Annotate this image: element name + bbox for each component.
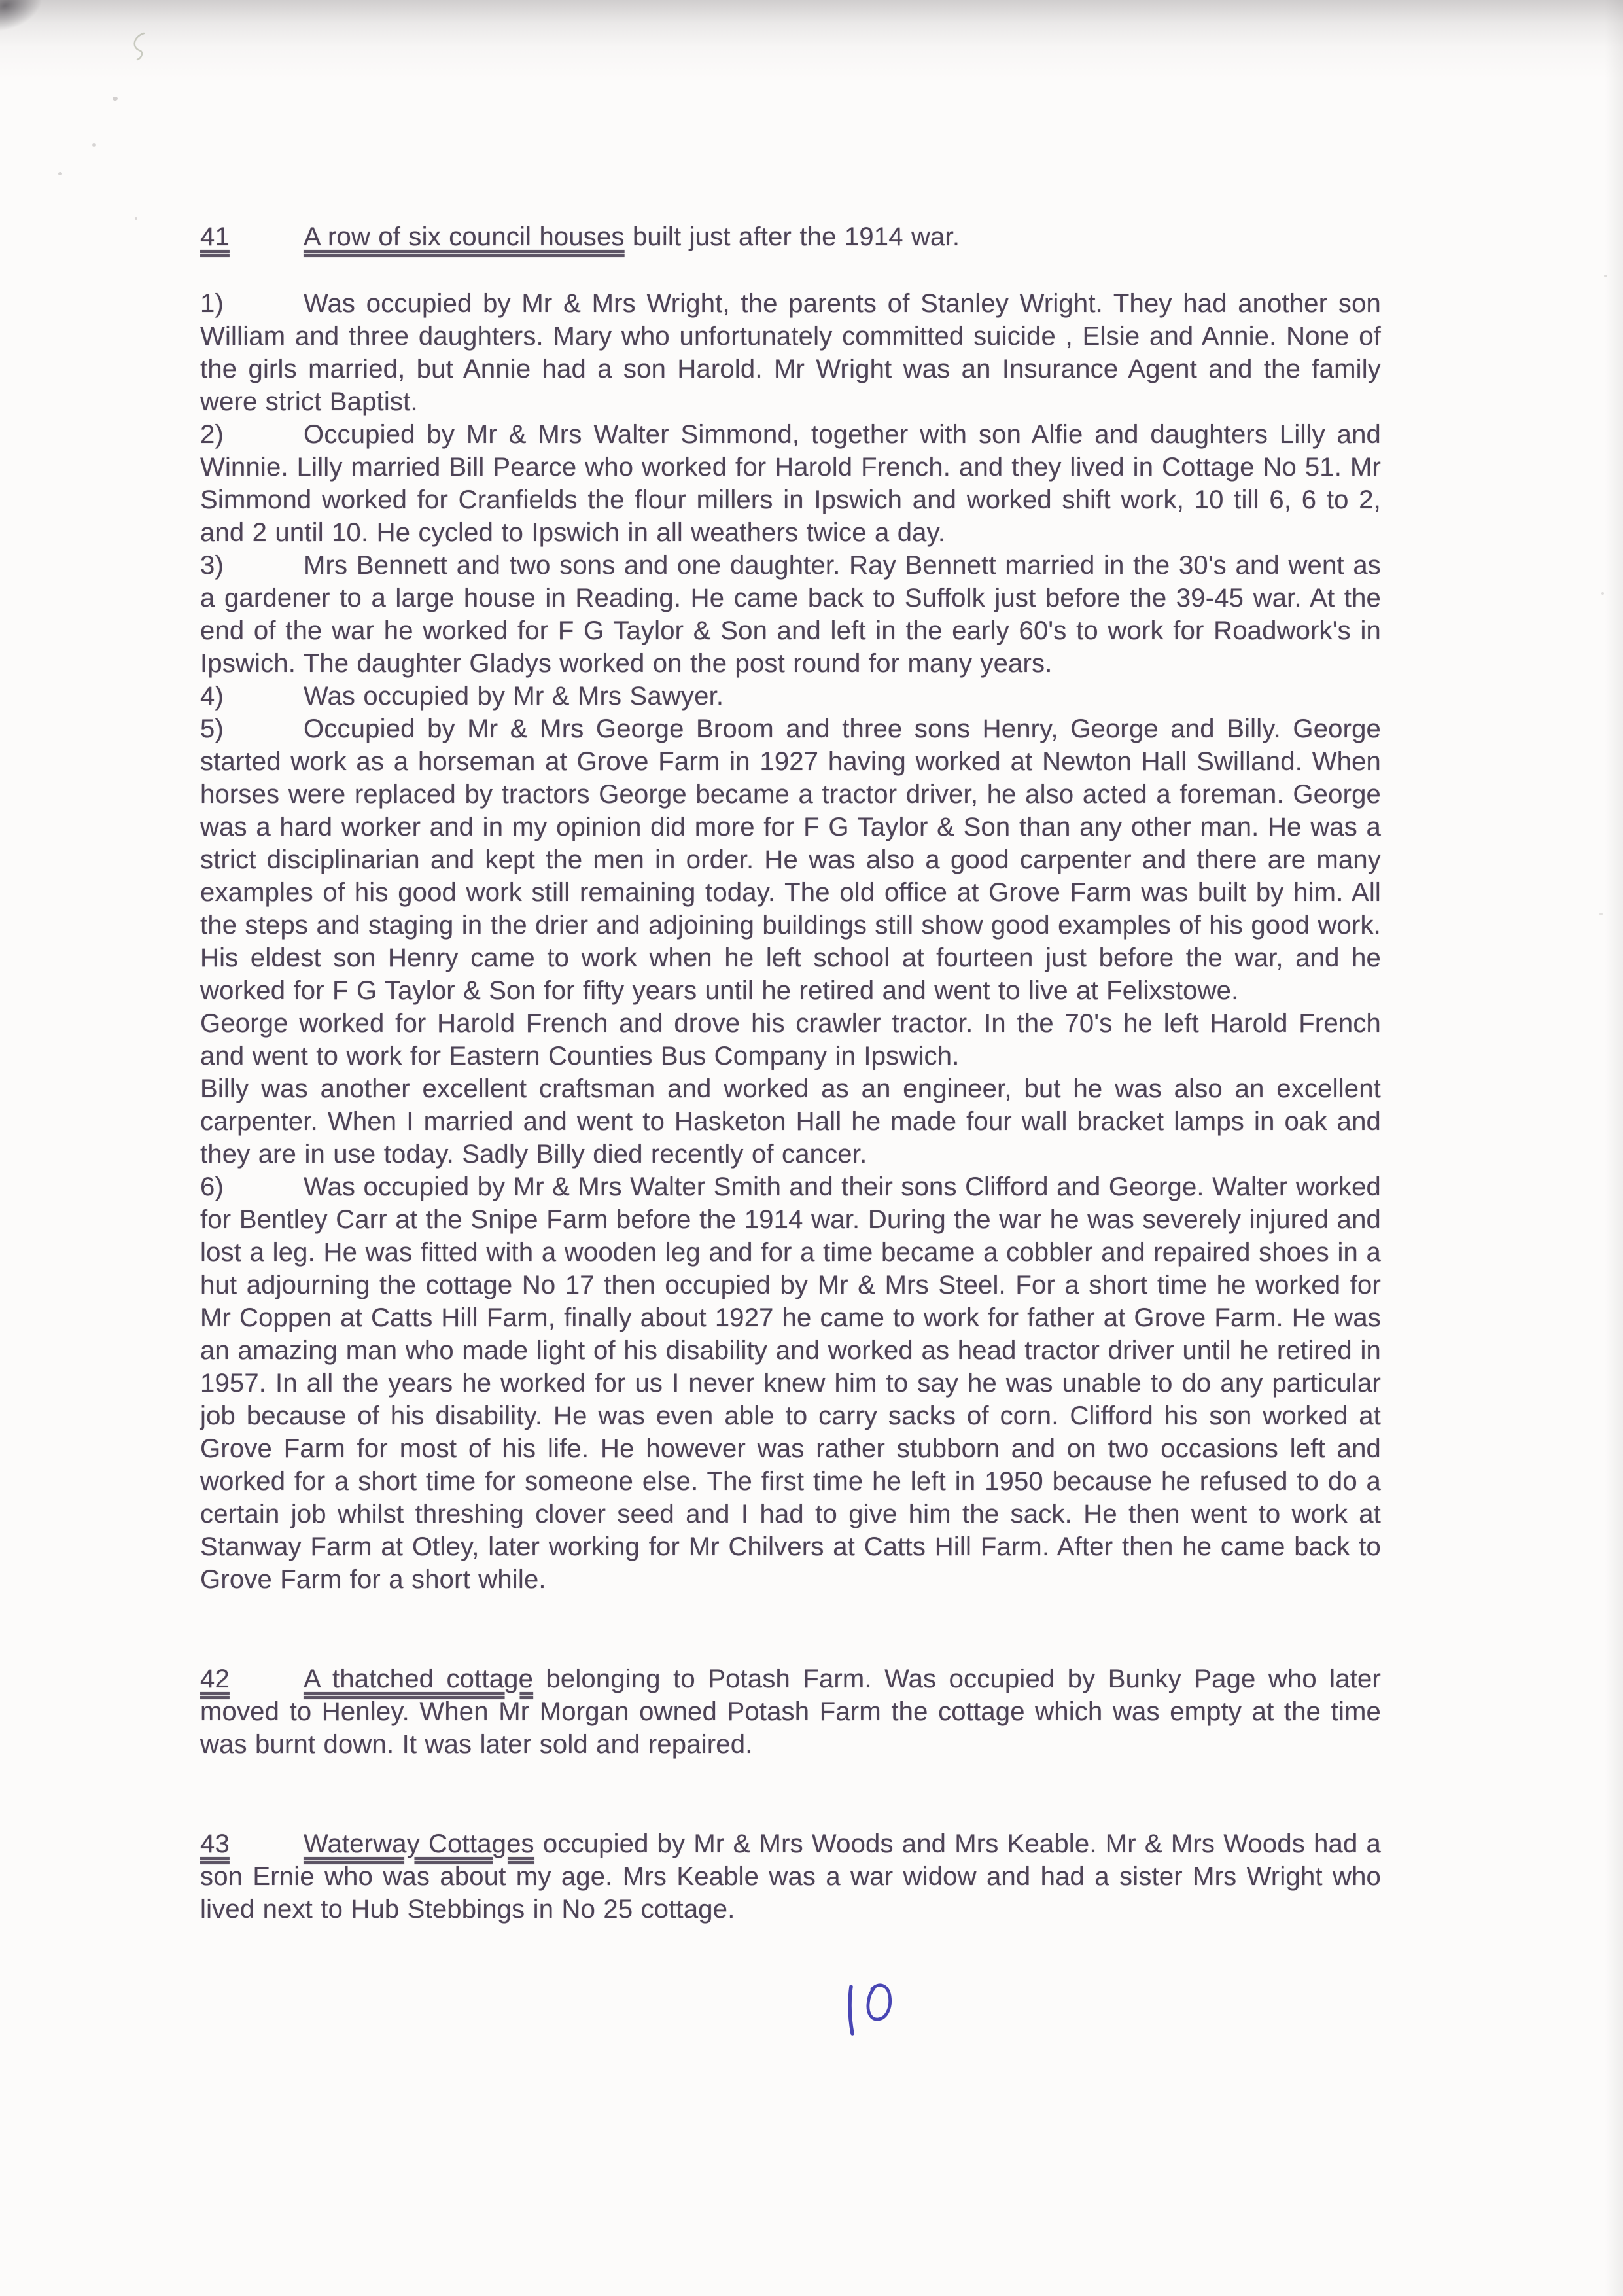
- paragraph-1-number: 1): [200, 289, 224, 318]
- paragraph-5-number: 5): [200, 715, 224, 743]
- continuation-paragraph-george: [200, 1007, 1381, 1072]
- paragraph-4-number-tab: [200, 680, 304, 713]
- paragraph-5: [200, 713, 1381, 1007]
- section-42-number: 42: [200, 1665, 230, 1693]
- paragraph-3-number-tab: [200, 549, 304, 582]
- paragraph-3: [200, 549, 1381, 680]
- section-43: [200, 1828, 1381, 1926]
- section-43-title: Waterway Cottages: [304, 1829, 534, 1858]
- paragraph-5-number-tab: [200, 713, 304, 745]
- section-43-text: occupied by Mr & Mrs Woods and Mrs Keable. Mr & Mrs Woods had a son Ernie who was about my age. Mrs Keable was a war widow and had a sister Mrs Wright who lived next to Hub Stebbings in No 25 cottage.: [200, 1829, 1381, 1924]
- paragraph-1-number-tab: [200, 287, 304, 320]
- paragraph-6: [200, 1171, 1381, 1596]
- paragraph-1: [200, 287, 1381, 418]
- section-41-heading: [200, 221, 1381, 253]
- section-43-number-tab: [200, 1828, 304, 1860]
- paragraph-6-number: 6): [200, 1173, 224, 1201]
- section-41-number: 41: [200, 222, 230, 251]
- paragraph-2-text: Occupied by Mr & Mrs Walter Simmond, together with son Alfie and daughters Lilly and Winnie. Lilly married Bill Pearce who worked for Harold French. and they lived in Cottage No 51. Mr Simmond worked for Cranfields the flour millers in Ipswich and worked shift work, 10 till 6, 6 to 2, and 2 until 10. He cycled to Ipswich in all weathers twice a day.: [200, 420, 1381, 547]
- section-42-number-tab: [200, 1663, 304, 1695]
- paragraph-3-text: Mrs Bennett and two sons and one daughter. Ray Bennett married in the 30's and went as a gardener to a large house in Reading. He came back to Suffolk just before the 39-45 war. At the end of the war he worked for F G Taylor & Son and left in the early 60's to work for Roadwork's in Ipswich. The daughter Gladys worked on the post round for many years.: [200, 551, 1381, 678]
- section-42-text: belonging to Potash Farm. Was occupied by Bunky Page who later moved to Henley. When Mr Morgan owned Potash Farm the cottage which was empty at the time was burnt down. It was later sold and repaired.: [200, 1665, 1381, 1759]
- paragraph-2-number: 2): [200, 420, 224, 449]
- section-42: [200, 1663, 1381, 1761]
- section-41-number-tab: [200, 221, 304, 253]
- continuation-paragraph-george-text: George worked for Harold French and drove his crawler tractor. In the 70's he left Harold French and went to work for Eastern Counties Bus Company in Ipswich.: [200, 1009, 1381, 1070]
- section-41-title-rest: built just after the 1914 war.: [624, 222, 960, 251]
- paragraph-5-text: Occupied by Mr & Mrs George Broom and three sons Henry, George and Billy. George started work as a horseman at Grove Farm in 1927 having worked at Newton Hall Swilland. When horses were replaced by tractors George became a tractor driver, he also acted a foreman. George was a hard worker and in my opinion did more for F G Taylor & Son than any other man. He was a strict disciplinarian and kept the men in order. He was also a good carpenter and there are many examples of his good work still remaining today. The old office at Grove Farm was built by him. All the steps and staging in the drier and adjoining buildings still show good examples of his good work. His eldest son Henry came to work when he left school at fourteen just before the war, and he worked for F G Taylor & Son for fifty years until he retired and went to live at Felixstowe.: [200, 715, 1381, 1005]
- paragraph-4: [200, 680, 1381, 713]
- continuation-paragraph-billy: [200, 1072, 1381, 1171]
- paragraph-6-text: Was occupied by Mr & Mrs Walter Smith and their sons Clifford and George. Walter worked for Bentley Carr at the Snipe Farm before the 1914 war. During the war he was severely injured and lost a leg. He was fitted with a wooden leg and for a time became a cobbler and repaired shoes in a hut adjourning the cottage No 17 then occupied by Mr & Mrs Steel. For a short time he worked for Mr Coppen at Catts Hill Farm, finally about 1927 he came to work for father at Grove Farm. He was an amazing man who made light of his disability and worked as head tractor driver until he retired in 1957. In all the years he worked for us I never knew him to say he was unable to do any particular job because of his disability. He was even able to carry sacks of corn. Clifford his son worked at Grove Farm for most of his life. He however was rather stubborn and on two occasions left and worked for a short time for someone else. The first time he left in 1950 because he refused to do a certain job whilst threshing clover seed and I had to give him the sack. He then went to work at Stanway Farm at Otley, later working for Mr Chilvers at Catts Hill Farm. After then he came back to Grove Farm for a short while.: [200, 1173, 1381, 1594]
- continuation-paragraph-billy-text: Billy was another excellent craftsman and worked as an engineer, but he was also an excellent carpenter. When I married and went to Hasketon Hall he made four wall bracket lamps in oak and they are in use today. Sadly Billy died recently of cancer.: [200, 1074, 1381, 1169]
- handwritten-page-number: [841, 1977, 899, 2043]
- paragraph-3-number: 3): [200, 551, 224, 580]
- section-43-number: 43: [200, 1829, 230, 1858]
- section-42-title: A thatched cottage: [304, 1665, 534, 1693]
- paragraph-1-text: Was occupied by Mr & Mrs Wright, the parents of Stanley Wright. They had another son William and three daughters. Mary who unfortunately committed suicide , Elsie and Annie. None of the girls married, but Annie had a son Harold. Mr Wright was an Insurance Agent and the family were strict Baptist.: [200, 289, 1381, 416]
- paragraph-4-number: 4): [200, 682, 224, 711]
- paragraph-2: [200, 418, 1381, 549]
- paragraph-6-number-tab: [200, 1171, 304, 1203]
- section-41-title: A row of six council houses: [304, 222, 625, 251]
- paragraph-2-number-tab: [200, 418, 304, 451]
- paragraph-4-text: Was occupied by Mr & Mrs Sawyer.: [304, 682, 724, 711]
